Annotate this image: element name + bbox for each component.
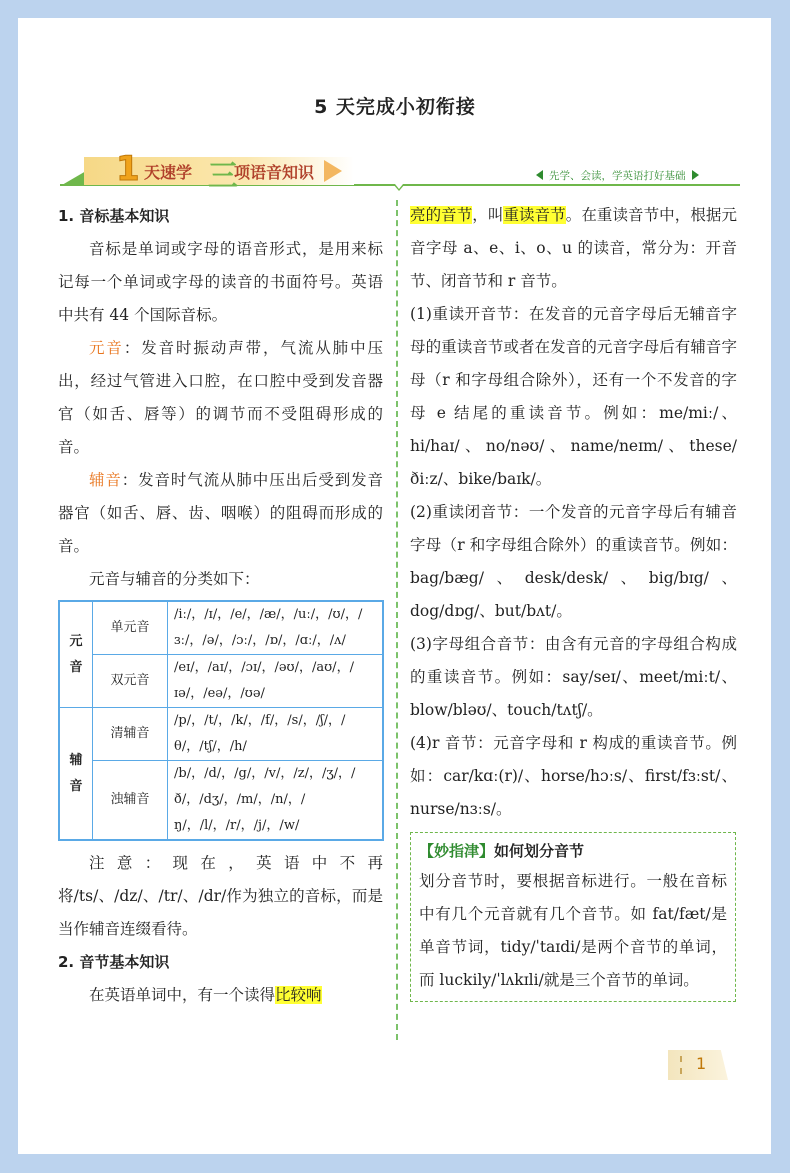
tip-box [410, 832, 736, 1002]
paragraph-r-syllable: (4)r 音节：元音字母和 r 构成的重读音节。例如：car/kɑː(r)/、horse/hɔːs/、first/fɜːst/、nurse/nɜːs/。 [410, 734, 737, 818]
category-consonant: 辅音 [59, 708, 93, 841]
paragraph-open-syllable: (1)重读开音节：在发音的元音字母后无辅音字母的重读音节或者在发音的元音字母后有辅音字母（r 和字母组合除外），还有一个不发音的字母 e 结尾的重读音节。例如：me/miː/、hi/haɪ/、no/nəʊ/、name/neɪm/、these/ðiːz/、bike/baɪk/。 [410, 305, 737, 488]
left-column [58, 200, 383, 1012]
paragraph-closed-syllable: (2)重读闭音节：一个发音的元音字母后有辅音字母（r 和字母组合除外）的重读音节。例如：bag/bæg/、desk/desk/、big/bɪg/、dog/dɒg/、but/bʌt/。 [410, 503, 737, 620]
triangle-right-icon [692, 170, 699, 180]
term-consonant: 辅音 [89, 471, 122, 489]
category-vowel: 元音 [59, 601, 93, 708]
note-paragraph: 注意：现在，英语中不再将/ts/、/dz/、/tr/、/dr/作为独立的音标，而是当作辅音连缀看待。 [58, 854, 383, 938]
subcategory: 双元音 [93, 655, 168, 708]
banner-slogan: 先学、会读，学英语打好基础 [536, 168, 699, 183]
banner-text-1: 天速学 [144, 163, 193, 182]
phonetic-table [58, 600, 384, 841]
paragraph-syllable-cont: 亮的音节，叫重读音节。在重读音节中，根据元音字母 a、e、i、o、u 的读音，常分为：开音节、闭音节和 r 音节。 [410, 206, 737, 290]
symbols-cell: /eɪ/，/aɪ/，/ɔɪ/，/əʊ/，/aʊ/，/ɪə/，/eə/，/ʊə/ [168, 655, 384, 708]
paragraph-consonant: 辅音：发音时气流从肺中压出后受到发音器官（如舌、唇、齿、咽喉）的阻碍而形成的音。 [58, 471, 383, 555]
subcategory: 清辅音 [93, 708, 168, 761]
right-column [410, 199, 737, 1002]
symbols-cell: /iː/，/ɪ/，/e/，/æ/，/uː/，/ʊ/，/ɜː/，/ə/，/ɔː/，/ɒ/，/ɑː/，/ʌ/ [168, 601, 384, 655]
table-row [59, 708, 383, 761]
symbols-cell: /p/，/t/，/k/，/f/，/s/，/ʃ/，/θ/，/tʃ/，/h/ [168, 708, 384, 761]
highlight-text: 亮的音节 [410, 206, 473, 224]
triangle-left-icon [536, 170, 543, 180]
page-number-tab [668, 1050, 728, 1080]
heading-phonetics: 1. 音标基本知识 [58, 207, 170, 225]
table-row [59, 761, 383, 841]
paragraph-phonetics: 音标是单词或字母的语音形式，是用来标记每一个单词或字母的读音的书面符号。英语中共有 44 个国际音标。 [58, 240, 383, 324]
page-title: 5 天完成小初衔接 [314, 96, 476, 118]
banner-corner-icon [62, 171, 86, 185]
subcategory: 单元音 [93, 601, 168, 655]
table-row [59, 601, 383, 655]
banner-number-one: 1 [116, 149, 140, 189]
paragraph-vowel: 元音：发音时振动声带，气流从肺中压出，经过气管进入口腔，在口腔中受到发音器官（如舌、唇等）的调节而不受阻碍形成的音。 [58, 339, 383, 456]
section-banner [62, 149, 352, 194]
column-divider [396, 200, 398, 1040]
term-vowel: 元音 [89, 339, 124, 357]
tip-title: 【妙指津】如何划分音节 [419, 842, 585, 860]
highlight-text: 重读音节 [503, 206, 566, 224]
page-number: 1 [696, 1054, 707, 1073]
symbols-cell: /b/，/d/，/g/，/v/，/z/，/ʒ/，/ð/，/dʒ/，/m/，/n/，/ŋ/，/l/，/r/，/j/，/w/ [168, 761, 384, 841]
subcategory: 浊辅音 [93, 761, 168, 841]
table-row [59, 655, 383, 708]
highlight-text: 比较响 [275, 986, 322, 1004]
paragraph-combo-syllable: (3)字母组合音节：由含有元音的字母组合构成的重读音节。例如：say/seɪ/、meet/miːt/、blow/bləʊ/、touch/tʌtʃ/。 [410, 635, 737, 719]
tip-label: 【妙指津】 [419, 842, 495, 860]
banner-text-2: 项语音知识 [234, 163, 315, 182]
banner-number-three: 三 [208, 159, 238, 194]
tip-body: 划分音节时，要根据音标进行。一般在音标中有几个元音就有几个音节。如 fat/fæt/是单音节词，tidy/ˈtaɪdi/是两个音节的单词，而 luckily/ˈlʌkɪli/就是三个音节的单词。 [419, 872, 727, 989]
classification-intro: 元音与辅音的分类如下： [89, 570, 260, 588]
heading-syllable: 2. 音节基本知识 [58, 953, 170, 971]
banner-arrow-icon [324, 160, 342, 182]
paragraph-syllable-start: 在英语单词中，有一个读得比较响 [89, 986, 322, 1004]
